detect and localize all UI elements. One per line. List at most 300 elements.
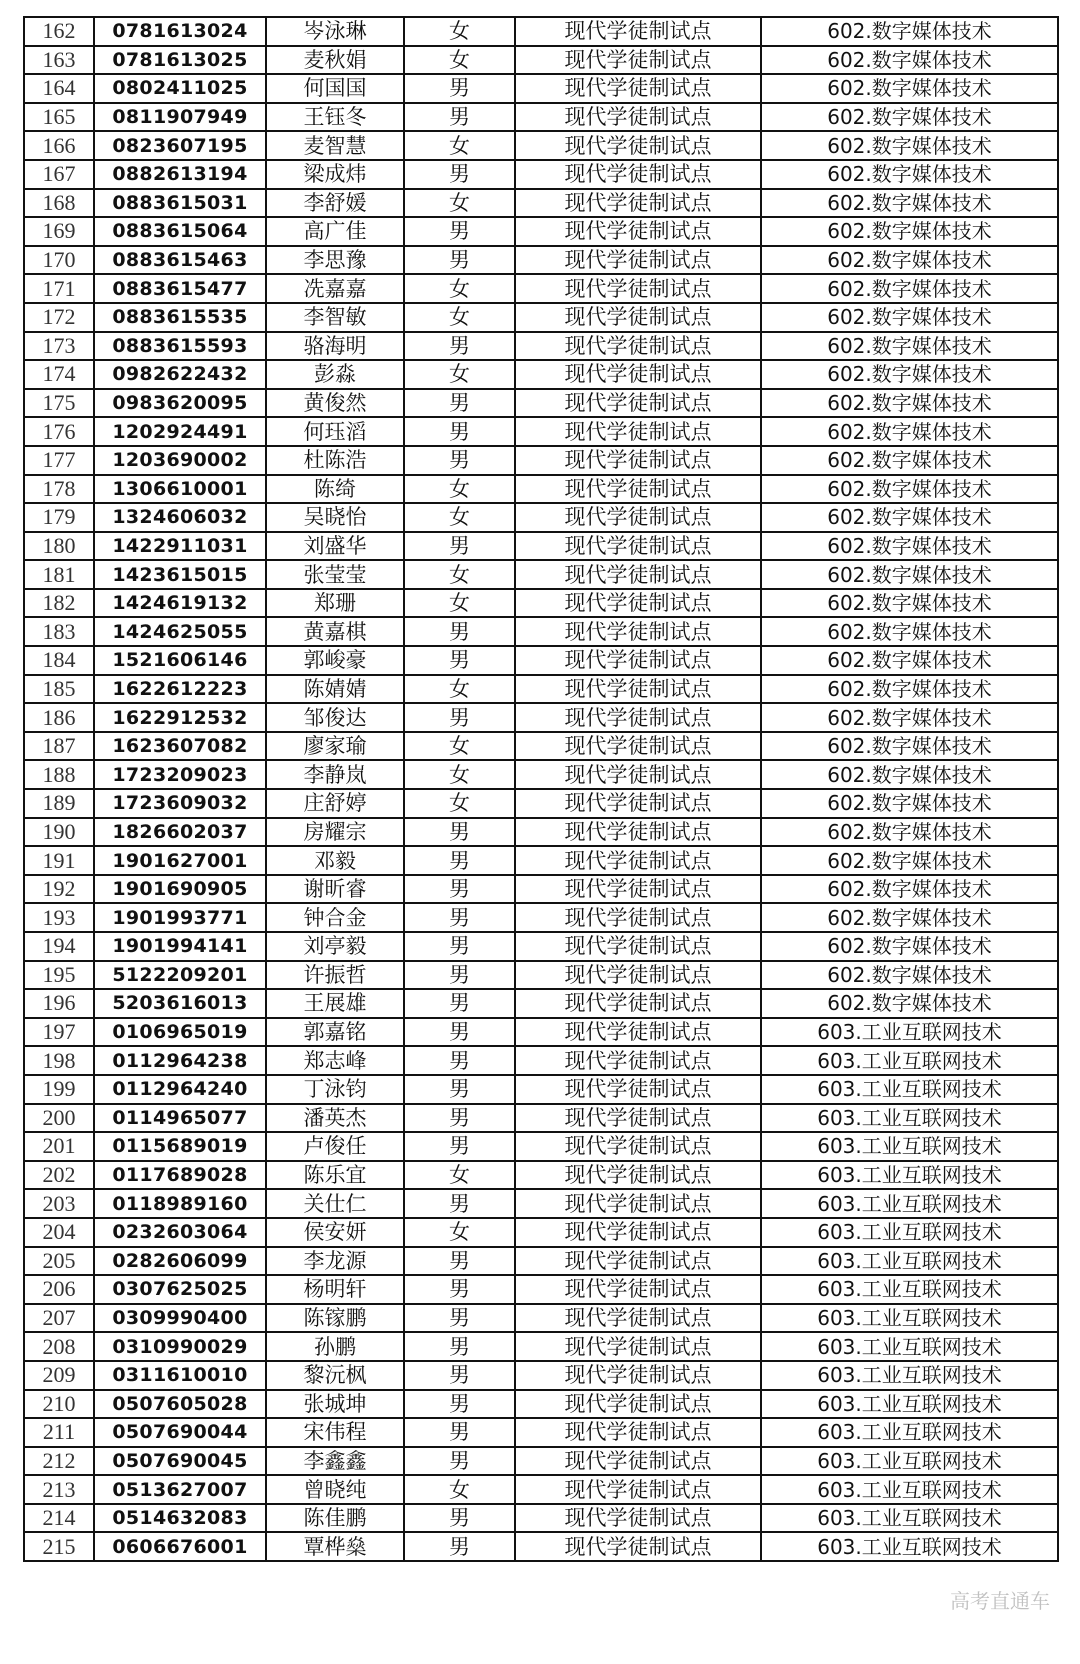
enrollment-type-cell: 现代学徒制试点 — [515, 360, 761, 389]
gender-cell: 男 — [404, 818, 515, 847]
enrollment-type-cell: 现代学徒制试点 — [515, 160, 761, 189]
table-row — [24, 1332, 1058, 1361]
student-name-cell: 岑泳琳 — [266, 17, 404, 46]
student-id-cell: 0883615463 — [94, 246, 266, 275]
major-cell: 602.数字媒体技术 — [761, 846, 1058, 875]
major-cell: 603.工业互联网技术 — [761, 1247, 1058, 1276]
major-cell: 603.工业互联网技术 — [761, 1161, 1058, 1190]
major-cell: 602.数字媒体技术 — [761, 246, 1058, 275]
gender-cell: 女 — [404, 503, 515, 532]
table-row — [24, 732, 1058, 761]
student-name-cell: 钟合金 — [266, 903, 404, 932]
student-name-cell: 梁成炜 — [266, 160, 404, 189]
major-cell: 603.工业互联网技术 — [761, 1218, 1058, 1247]
student-name-cell: 李舒媛 — [266, 189, 404, 218]
student-name-cell: 郭峻豪 — [266, 646, 404, 675]
student-name-cell: 关仕仁 — [266, 1189, 404, 1218]
table-row — [24, 589, 1058, 618]
gender-cell: 男 — [404, 532, 515, 561]
student-name-cell: 陈乐宜 — [266, 1161, 404, 1190]
gender-cell: 女 — [404, 1161, 515, 1190]
student-id-cell: 0606676001 — [94, 1532, 266, 1561]
enrollment-type-cell: 现代学徒制试点 — [515, 74, 761, 103]
row-number-cell: 208 — [24, 1332, 94, 1361]
major-cell: 602.数字媒体技术 — [761, 131, 1058, 160]
enrollment-type-cell: 现代学徒制试点 — [515, 1247, 761, 1276]
row-number-cell: 207 — [24, 1304, 94, 1333]
enrollment-type-cell: 现代学徒制试点 — [515, 46, 761, 75]
student-id-cell: 0117689028 — [94, 1161, 266, 1190]
table-row — [24, 1475, 1058, 1504]
gender-cell: 男 — [404, 1104, 515, 1133]
row-number-cell: 189 — [24, 789, 94, 818]
student-id-cell: 0882613194 — [94, 160, 266, 189]
gender-cell: 男 — [404, 74, 515, 103]
table-row — [24, 274, 1058, 303]
enrollment-type-cell: 现代学徒制试点 — [515, 103, 761, 132]
gender-cell: 男 — [404, 103, 515, 132]
table-row — [24, 17, 1058, 46]
row-number-cell: 199 — [24, 1075, 94, 1104]
enrollment-type-cell: 现代学徒制试点 — [515, 846, 761, 875]
row-number-cell: 175 — [24, 389, 94, 418]
gender-cell: 男 — [404, 1132, 515, 1161]
table-row — [24, 475, 1058, 504]
table-row — [24, 532, 1058, 561]
student-id-cell: 0307625025 — [94, 1275, 266, 1304]
table-row — [24, 932, 1058, 961]
row-number-cell: 215 — [24, 1532, 94, 1561]
row-number-cell: 200 — [24, 1104, 94, 1133]
student-id-cell: 1306610001 — [94, 475, 266, 504]
table-row — [24, 246, 1058, 275]
student-name-cell: 彭淼 — [266, 360, 404, 389]
major-cell: 603.工业互联网技术 — [761, 1046, 1058, 1075]
major-cell: 603.工业互联网技术 — [761, 1447, 1058, 1476]
gender-cell: 女 — [404, 1475, 515, 1504]
major-cell: 603.工业互联网技术 — [761, 1075, 1058, 1104]
gender-cell: 女 — [404, 17, 515, 46]
student-name-cell: 吴晓怡 — [266, 503, 404, 532]
student-name-cell: 孙鹏 — [266, 1332, 404, 1361]
enrollment-type-cell: 现代学徒制试点 — [515, 760, 761, 789]
major-cell: 603.工业互联网技术 — [761, 1532, 1058, 1561]
student-id-cell: 0823607195 — [94, 131, 266, 160]
student-name-cell: 陈佳鹏 — [266, 1504, 404, 1533]
gender-cell: 男 — [404, 332, 515, 361]
gender-cell: 男 — [404, 961, 515, 990]
enrollment-type-cell: 现代学徒制试点 — [515, 389, 761, 418]
enrollment-type-cell: 现代学徒制试点 — [515, 1418, 761, 1447]
student-id-cell: 0883615477 — [94, 274, 266, 303]
table-row — [24, 1361, 1058, 1390]
row-number-cell: 178 — [24, 475, 94, 504]
student-name-cell: 黄俊然 — [266, 389, 404, 418]
gender-cell: 男 — [404, 1418, 515, 1447]
table-row — [24, 1161, 1058, 1190]
enrollment-type-cell: 现代学徒制试点 — [515, 274, 761, 303]
student-name-cell: 李龙源 — [266, 1247, 404, 1276]
major-cell: 602.数字媒体技术 — [761, 818, 1058, 847]
student-name-cell: 王展雄 — [266, 989, 404, 1018]
gender-cell: 女 — [404, 46, 515, 75]
major-cell: 603.工业互联网技术 — [761, 1504, 1058, 1533]
table-row — [24, 503, 1058, 532]
gender-cell: 女 — [404, 589, 515, 618]
student-id-cell: 1521606146 — [94, 646, 266, 675]
student-name-cell: 廖家瑜 — [266, 732, 404, 761]
student-id-cell: 0112964238 — [94, 1046, 266, 1075]
row-number-cell: 213 — [24, 1475, 94, 1504]
student-id-cell: 1324606032 — [94, 503, 266, 532]
row-number-cell: 185 — [24, 675, 94, 704]
table-row — [24, 1189, 1058, 1218]
student-id-cell: 1422911031 — [94, 532, 266, 561]
table-row — [24, 1418, 1058, 1447]
student-name-cell: 刘亭毅 — [266, 932, 404, 961]
table-row — [24, 1018, 1058, 1047]
table-row — [24, 103, 1058, 132]
student-id-cell: 1202924491 — [94, 417, 266, 446]
student-id-cell: 1723209023 — [94, 760, 266, 789]
row-number-cell: 174 — [24, 360, 94, 389]
student-name-cell: 卢俊任 — [266, 1132, 404, 1161]
student-name-cell: 谢昕睿 — [266, 875, 404, 904]
table-row — [24, 617, 1058, 646]
gender-cell: 女 — [404, 732, 515, 761]
watermark: 高考直通车 — [950, 1589, 1050, 1613]
table-body — [24, 17, 1058, 1561]
student-name-cell: 郑志峰 — [266, 1046, 404, 1075]
gender-cell: 男 — [404, 703, 515, 732]
major-cell: 602.数字媒体技术 — [761, 303, 1058, 332]
major-cell: 602.数字媒体技术 — [761, 903, 1058, 932]
enrollment-type-cell: 现代学徒制试点 — [515, 446, 761, 475]
major-cell: 603.工业互联网技术 — [761, 1189, 1058, 1218]
student-id-cell: 1623607082 — [94, 732, 266, 761]
row-number-cell: 167 — [24, 160, 94, 189]
row-number-cell: 176 — [24, 417, 94, 446]
row-number-cell: 173 — [24, 332, 94, 361]
table-row — [24, 818, 1058, 847]
table-row — [24, 1390, 1058, 1419]
gender-cell: 女 — [404, 475, 515, 504]
student-name-cell: 刘盛华 — [266, 532, 404, 561]
row-number-cell: 190 — [24, 818, 94, 847]
gender-cell: 男 — [404, 646, 515, 675]
enrollment-type-cell: 现代学徒制试点 — [515, 1304, 761, 1333]
enrollment-type-cell: 现代学徒制试点 — [515, 617, 761, 646]
enrollment-type-cell: 现代学徒制试点 — [515, 1218, 761, 1247]
enrollment-type-cell: 现代学徒制试点 — [515, 1189, 761, 1218]
student-id-cell: 1424625055 — [94, 617, 266, 646]
row-number-cell: 183 — [24, 617, 94, 646]
student-id-cell: 0982622432 — [94, 360, 266, 389]
enrollment-type-cell: 现代学徒制试点 — [515, 703, 761, 732]
enrollment-type-cell: 现代学徒制试点 — [515, 646, 761, 675]
gender-cell: 女 — [404, 1218, 515, 1247]
row-number-cell: 201 — [24, 1132, 94, 1161]
gender-cell: 男 — [404, 846, 515, 875]
student-name-cell: 宋伟程 — [266, 1418, 404, 1447]
gender-cell: 女 — [404, 274, 515, 303]
student-id-cell: 0310990029 — [94, 1332, 266, 1361]
student-name-cell: 骆海明 — [266, 332, 404, 361]
student-id-cell: 0106965019 — [94, 1018, 266, 1047]
enrollment-type-cell: 现代学徒制试点 — [515, 732, 761, 761]
student-id-cell: 5122209201 — [94, 961, 266, 990]
table-row — [24, 360, 1058, 389]
student-id-cell: 0811907949 — [94, 103, 266, 132]
enrollment-type-cell: 现代学徒制试点 — [515, 189, 761, 218]
student-id-cell: 1901690905 — [94, 875, 266, 904]
gender-cell: 女 — [404, 560, 515, 589]
major-cell: 602.数字媒体技术 — [761, 560, 1058, 589]
row-number-cell: 210 — [24, 1390, 94, 1419]
row-number-cell: 209 — [24, 1361, 94, 1390]
student-name-cell: 郑珊 — [266, 589, 404, 618]
table-row — [24, 1104, 1058, 1133]
student-id-cell: 1901994141 — [94, 932, 266, 961]
enrollment-type-cell: 现代学徒制试点 — [515, 589, 761, 618]
major-cell: 603.工业互联网技术 — [761, 1018, 1058, 1047]
row-number-cell: 194 — [24, 932, 94, 961]
major-cell: 603.工业互联网技术 — [761, 1361, 1058, 1390]
table-row — [24, 789, 1058, 818]
major-cell: 602.数字媒体技术 — [761, 189, 1058, 218]
major-cell: 602.数字媒体技术 — [761, 760, 1058, 789]
student-name-cell: 曾晓纯 — [266, 1475, 404, 1504]
gender-cell: 男 — [404, 989, 515, 1018]
major-cell: 602.数字媒体技术 — [761, 989, 1058, 1018]
row-number-cell: 192 — [24, 875, 94, 904]
student-name-cell: 李鑫鑫 — [266, 1447, 404, 1476]
major-cell: 602.数字媒体技术 — [761, 932, 1058, 961]
major-cell: 602.数字媒体技术 — [761, 875, 1058, 904]
major-cell: 602.数字媒体技术 — [761, 503, 1058, 532]
gender-cell: 男 — [404, 1247, 515, 1276]
enrollment-type-cell: 现代学徒制试点 — [515, 818, 761, 847]
gender-cell: 男 — [404, 1046, 515, 1075]
gender-cell: 男 — [404, 1018, 515, 1047]
table-row — [24, 1504, 1058, 1533]
table-row — [24, 131, 1058, 160]
gender-cell: 男 — [404, 1447, 515, 1476]
major-cell: 602.数字媒体技术 — [761, 103, 1058, 132]
table-row — [24, 46, 1058, 75]
gender-cell: 男 — [404, 1504, 515, 1533]
enrollment-type-cell: 现代学徒制试点 — [515, 675, 761, 704]
row-number-cell: 202 — [24, 1161, 94, 1190]
enrollment-type-cell: 现代学徒制试点 — [515, 1361, 761, 1390]
table-row — [24, 1218, 1058, 1247]
student-name-cell: 邹俊达 — [266, 703, 404, 732]
enrollment-type-cell: 现代学徒制试点 — [515, 17, 761, 46]
gender-cell: 男 — [404, 1275, 515, 1304]
table-row — [24, 189, 1058, 218]
student-name-cell: 何珏滔 — [266, 417, 404, 446]
student-id-cell: 0513627007 — [94, 1475, 266, 1504]
row-number-cell: 179 — [24, 503, 94, 532]
row-number-cell: 205 — [24, 1247, 94, 1276]
table-row — [24, 217, 1058, 246]
row-number-cell: 211 — [24, 1418, 94, 1447]
student-name-cell: 黄嘉棋 — [266, 617, 404, 646]
enrollment-type-cell: 现代学徒制试点 — [515, 246, 761, 275]
row-number-cell: 165 — [24, 103, 94, 132]
student-name-cell: 陈婧婧 — [266, 675, 404, 704]
enrollment-type-cell: 现代学徒制试点 — [515, 903, 761, 932]
table-row — [24, 560, 1058, 589]
major-cell: 602.数字媒体技术 — [761, 417, 1058, 446]
major-cell: 602.数字媒体技术 — [761, 475, 1058, 504]
major-cell: 603.工业互联网技术 — [761, 1332, 1058, 1361]
enrollment-type-cell: 现代学徒制试点 — [515, 1161, 761, 1190]
student-id-cell: 0883615064 — [94, 217, 266, 246]
table-row — [24, 1447, 1058, 1476]
student-id-cell: 0232603064 — [94, 1218, 266, 1247]
row-number-cell: 182 — [24, 589, 94, 618]
enrollment-type-cell: 现代学徒制试点 — [515, 332, 761, 361]
major-cell: 602.数字媒体技术 — [761, 589, 1058, 618]
table-row — [24, 74, 1058, 103]
major-cell: 602.数字媒体技术 — [761, 46, 1058, 75]
row-number-cell: 177 — [24, 446, 94, 475]
enrollment-type-cell: 现代学徒制试点 — [515, 503, 761, 532]
major-cell: 602.数字媒体技术 — [761, 446, 1058, 475]
major-cell: 602.数字媒体技术 — [761, 675, 1058, 704]
student-name-cell: 侯安妍 — [266, 1218, 404, 1247]
table-row — [24, 875, 1058, 904]
major-cell: 602.数字媒体技术 — [761, 961, 1058, 990]
enrollment-type-cell: 现代学徒制试点 — [515, 560, 761, 589]
row-number-cell: 180 — [24, 532, 94, 561]
table-row — [24, 1532, 1058, 1561]
student-name-cell: 麦秋娟 — [266, 46, 404, 75]
table-row — [24, 1247, 1058, 1276]
gender-cell: 女 — [404, 303, 515, 332]
major-cell: 602.数字媒体技术 — [761, 617, 1058, 646]
major-cell: 603.工业互联网技术 — [761, 1275, 1058, 1304]
row-number-cell: 214 — [24, 1504, 94, 1533]
row-number-cell: 168 — [24, 189, 94, 218]
student-id-cell: 0781613025 — [94, 46, 266, 75]
table-row — [24, 903, 1058, 932]
student-id-cell: 1723609032 — [94, 789, 266, 818]
student-id-cell: 0507690045 — [94, 1447, 266, 1476]
enrollment-type-cell: 现代学徒制试点 — [515, 1447, 761, 1476]
table-row — [24, 1075, 1058, 1104]
major-cell: 603.工业互联网技术 — [761, 1390, 1058, 1419]
row-number-cell: 204 — [24, 1218, 94, 1247]
student-name-cell: 郭嘉铭 — [266, 1018, 404, 1047]
enrollment-type-cell: 现代学徒制试点 — [515, 1475, 761, 1504]
admission-list-table — [23, 16, 1059, 1562]
gender-cell: 男 — [404, 932, 515, 961]
student-name-cell: 李思豫 — [266, 246, 404, 275]
gender-cell: 男 — [404, 217, 515, 246]
major-cell: 602.数字媒体技术 — [761, 389, 1058, 418]
gender-cell: 男 — [404, 1532, 515, 1561]
student-name-cell: 丁泳钧 — [266, 1075, 404, 1104]
gender-cell: 男 — [404, 1361, 515, 1390]
table-row — [24, 446, 1058, 475]
gender-cell: 男 — [404, 417, 515, 446]
gender-cell: 女 — [404, 189, 515, 218]
student-id-cell: 0781613024 — [94, 17, 266, 46]
row-number-cell: 188 — [24, 760, 94, 789]
enrollment-type-cell: 现代学徒制试点 — [515, 1018, 761, 1047]
student-id-cell: 0514632083 — [94, 1504, 266, 1533]
student-name-cell: 何国国 — [266, 74, 404, 103]
student-name-cell: 杨明轩 — [266, 1275, 404, 1304]
table-row — [24, 961, 1058, 990]
row-number-cell: 195 — [24, 961, 94, 990]
gender-cell: 男 — [404, 1390, 515, 1419]
enrollment-type-cell: 现代学徒制试点 — [515, 1532, 761, 1561]
student-id-cell: 1901627001 — [94, 846, 266, 875]
major-cell: 602.数字媒体技术 — [761, 274, 1058, 303]
enrollment-type-cell: 现代学徒制试点 — [515, 875, 761, 904]
student-id-cell: 0983620095 — [94, 389, 266, 418]
major-cell: 603.工业互联网技术 — [761, 1104, 1058, 1133]
gender-cell: 男 — [404, 446, 515, 475]
row-number-cell: 170 — [24, 246, 94, 275]
student-name-cell: 张城坤 — [266, 1390, 404, 1419]
table-row — [24, 389, 1058, 418]
gender-cell: 男 — [404, 875, 515, 904]
student-name-cell: 庄舒婷 — [266, 789, 404, 818]
row-number-cell: 171 — [24, 274, 94, 303]
table-row — [24, 989, 1058, 1018]
enrollment-type-cell: 现代学徒制试点 — [515, 532, 761, 561]
student-name-cell: 张莹莹 — [266, 560, 404, 589]
row-number-cell: 206 — [24, 1275, 94, 1304]
enrollment-type-cell: 现代学徒制试点 — [515, 932, 761, 961]
table-row — [24, 160, 1058, 189]
enrollment-type-cell: 现代学徒制试点 — [515, 131, 761, 160]
student-id-cell: 0118989160 — [94, 1189, 266, 1218]
row-number-cell: 164 — [24, 74, 94, 103]
table-row — [24, 1275, 1058, 1304]
gender-cell: 男 — [404, 160, 515, 189]
student-id-cell: 0883615535 — [94, 303, 266, 332]
major-cell: 602.数字媒体技术 — [761, 732, 1058, 761]
major-cell: 602.数字媒体技术 — [761, 789, 1058, 818]
enrollment-type-cell: 现代学徒制试点 — [515, 1132, 761, 1161]
student-id-cell: 0282606099 — [94, 1247, 266, 1276]
student-id-cell: 5203616013 — [94, 989, 266, 1018]
student-name-cell: 许振哲 — [266, 961, 404, 990]
enrollment-type-cell: 现代学徒制试点 — [515, 1332, 761, 1361]
table-row — [24, 760, 1058, 789]
student-name-cell: 王钰冬 — [266, 103, 404, 132]
row-number-cell: 163 — [24, 46, 94, 75]
gender-cell: 女 — [404, 675, 515, 704]
enrollment-type-cell: 现代学徒制试点 — [515, 475, 761, 504]
major-cell: 602.数字媒体技术 — [761, 646, 1058, 675]
table-row — [24, 1132, 1058, 1161]
row-number-cell: 197 — [24, 1018, 94, 1047]
row-number-cell: 162 — [24, 17, 94, 46]
student-name-cell: 杜陈浩 — [266, 446, 404, 475]
student-id-cell: 0309990400 — [94, 1304, 266, 1333]
student-id-cell: 0115689019 — [94, 1132, 266, 1161]
student-name-cell: 覃桦燊 — [266, 1532, 404, 1561]
student-name-cell: 冼嘉嘉 — [266, 274, 404, 303]
row-number-cell: 198 — [24, 1046, 94, 1075]
student-name-cell: 李静岚 — [266, 760, 404, 789]
